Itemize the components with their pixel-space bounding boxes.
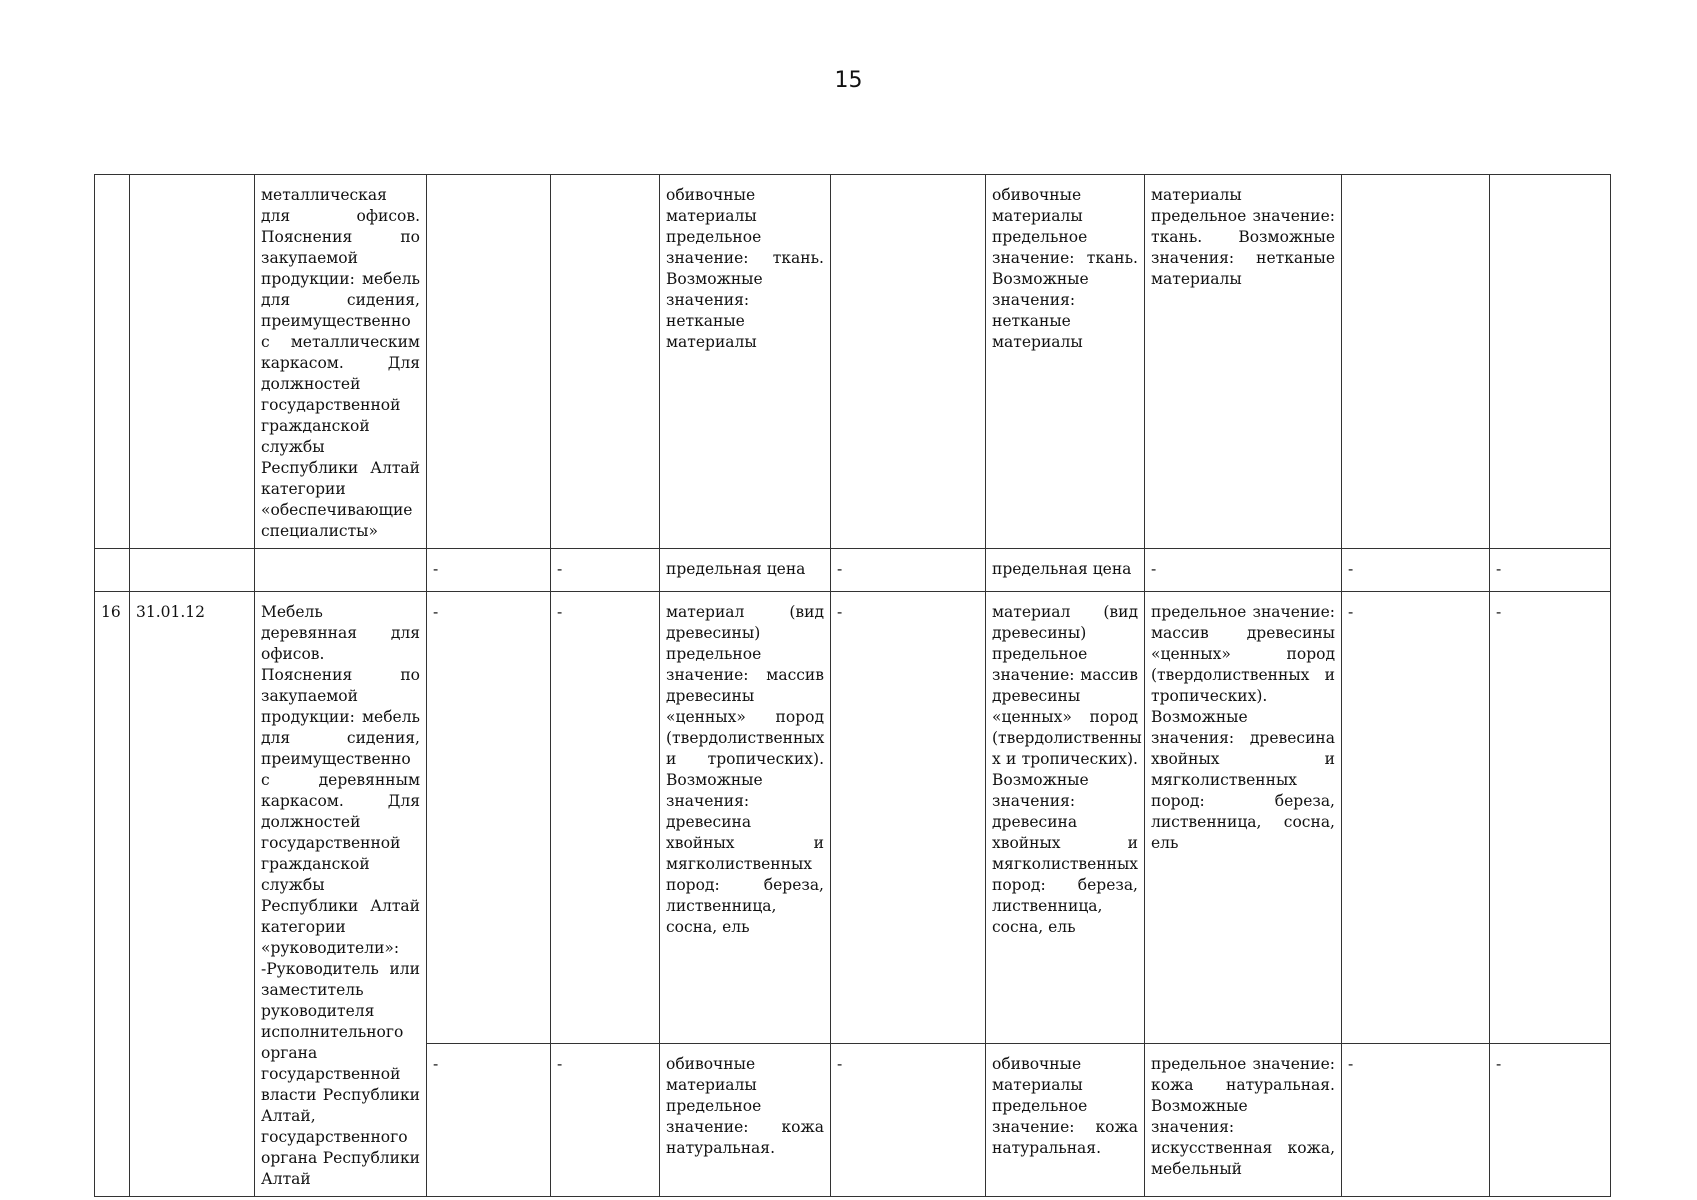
cell-col7: - [831,549,986,592]
cell-col10 [1342,175,1490,549]
cell-col5 [551,175,660,549]
cell-col10: - [1342,549,1490,592]
cell-col9: материалы предельное значение: ткань. Возможные значения: нетканые материалы [1145,175,1342,549]
cell-col11: - [1490,1044,1611,1197]
requirements-table [94,174,1611,1197]
cell-col6: обивочные материалы предельное значение: кожа натуральная. [660,1044,831,1197]
okpd-code-cell [130,175,255,549]
cell-col7: - [831,592,986,1044]
product-name-cell: Мебель деревянная для офисов. Пояснения по закупаемой продукции: мебель для сидения, преимущественно с деревянным каркасом. Для должностей государственной гражданской службы Республики Алтай категории «руководители»: -Руководитель или заместитель руководителя исполнительного органа государственной власти Республики Алтай, государственного органа Республики Алтай [255,592,427,1197]
table-row [95,549,1611,592]
product-name-cell [255,549,427,592]
cell-col8: обивочные материалы предельное значение: ткань. Возможные значения: нетканые материалы [986,175,1145,549]
cell-col6: предельная цена [660,549,831,592]
row-number-cell [95,549,130,592]
cell-col11: - [1490,549,1611,592]
cell-col4: - [427,592,551,1044]
row-number-cell: 16 [95,592,130,1197]
table-row [95,175,1611,549]
product-name-cell: металлическая для офисов. Пояснения по закупаемой продукции: мебель для сидения, преимущественно с металлическим каркасом. Для должностей государственной гражданской службы Республики Алтай категории «обеспечивающие специалисты» [255,175,427,549]
okpd-code-cell: 31.01.12 [130,592,255,1197]
cell-col6: материал (вид древесины) предельное значение: массив древесины «ценных» пород (твердолиственных и тропических). Возможные значения: древесина хвойных и мягколиственных пород: береза, лиственница, сосна, ель [660,592,831,1044]
cell-col9: предельное значение: кожа натуральная. Возможные значения: искусственная кожа, мебельный [1145,1044,1342,1197]
cell-col11 [1490,175,1611,549]
cell-col10: - [1342,592,1490,1044]
row-number-cell [95,175,130,549]
cell-col8: материал (вид древесины) предельное значение: массив древесины «ценных» пород (твердолиственны х и тропических). Возможные значения: древесина хвойных и мягколиственных пород: береза, лиственница, сосна, ель [986,592,1145,1044]
cell-col4: - [427,549,551,592]
cell-col10: - [1342,1044,1490,1197]
cell-col5: - [551,592,660,1044]
cell-col5: - [551,549,660,592]
cell-col5: - [551,1044,660,1197]
cell-col7: - [831,1044,986,1197]
cell-col7 [831,175,986,549]
cell-col9: - [1145,549,1342,592]
cell-col4: - [427,1044,551,1197]
cell-col11: - [1490,592,1611,1044]
cell-col8: обивочные материалы предельное значение: кожа натуральная. [986,1044,1145,1197]
page-number: 15 [834,68,863,93]
table-row [95,592,1611,1044]
cell-col8: предельная цена [986,549,1145,592]
okpd-code-cell [130,549,255,592]
cell-col9: предельное значение: массив древесины «ценных» пород (твердолиственных и тропических). Возможные значения: древесина хвойных и мягколиственных пород: береза, лиственница, сосна, ель [1145,592,1342,1044]
cell-col6: обивочные материалы предельное значение: ткань. Возможные значения: нетканые материалы [660,175,831,549]
cell-col4 [427,175,551,549]
